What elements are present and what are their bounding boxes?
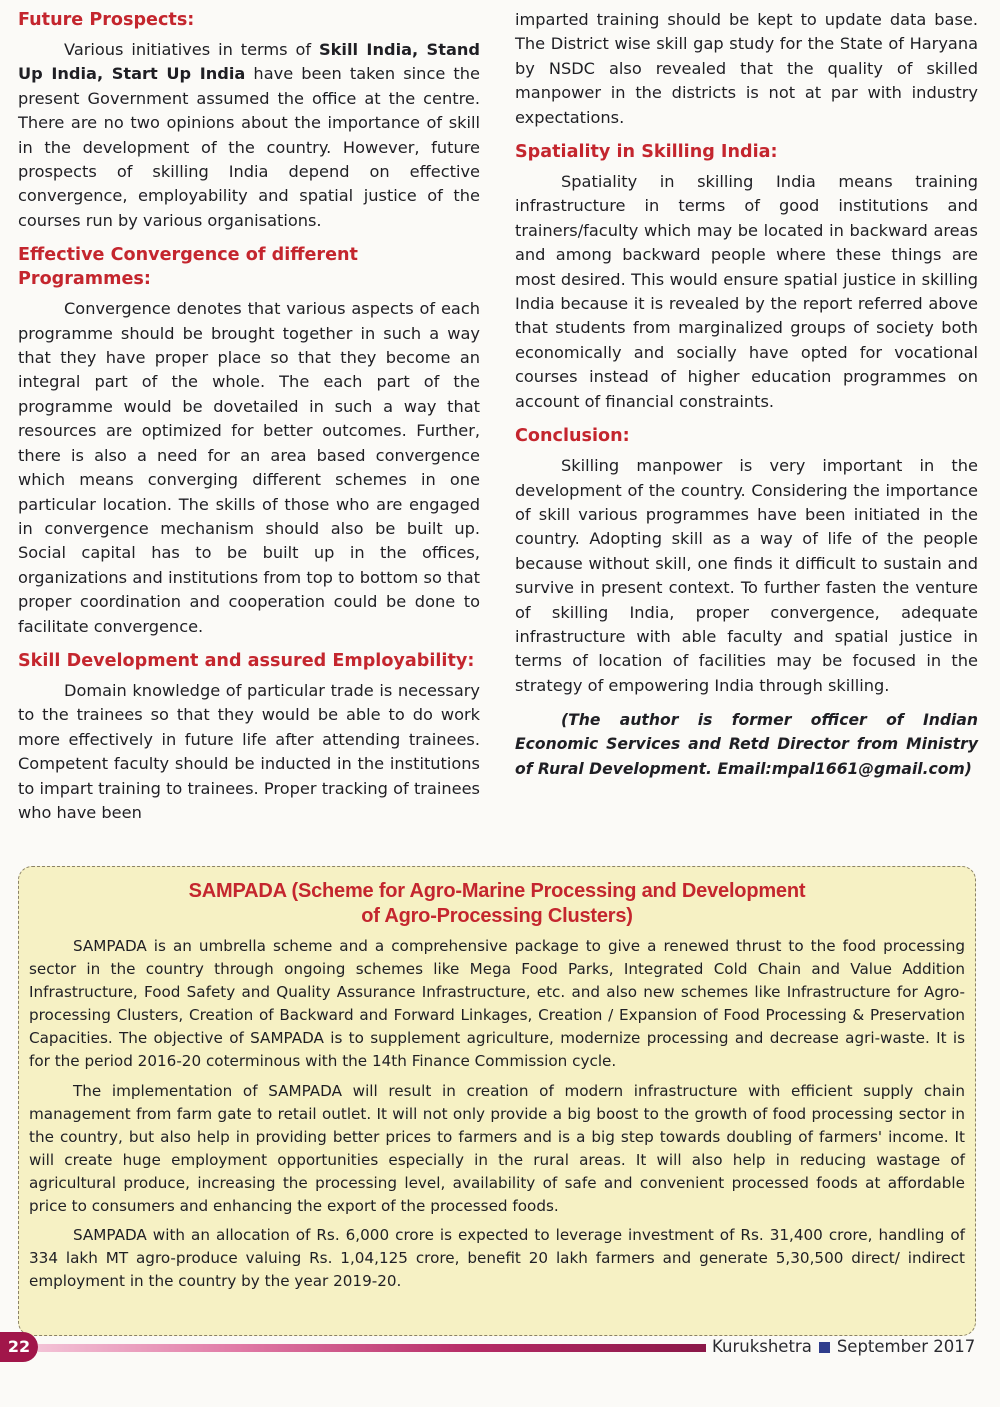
sampada-title	[29, 879, 965, 929]
paragraph-continuation: imparted training should be kept to update data base. The District wise skill gap study for the State of Haryana by NSDC also revealed that the quality of skilled manpower in the districts is not at par with industry expectations.	[515, 10, 978, 127]
sampada-title-line-1: SAMPADA (Scheme for Agro-Marine Processing and Development	[188, 880, 806, 902]
sampada-paragraph-3: SAMPADA with an allocation of Rs. 6,000 crore is expected to leverage investment of Rs. 31,400 crore, handling of 334 lakh MT agro-produce valuing Rs. 1,04,125 crore, benefit 20 lakh farmers and generate 5,30,500 direct/ indirect employment in the country by the year 2019-20.	[29, 1226, 965, 1291]
paragraph-convergence: Convergence denotes that various aspects of each programme should be brought together in such a way that they have proper place so that they become an integral part of the whole. The each part of the programme would be dovetailed in such a way that resources are optimized for better outcomes. Further, there is also a need for an area based convergence which means converging different schemes in one particular location. The skills of those who are engaged in convergence mechanism should also be built up. Social capital has to be built up in the offices, organizations and institutions from top to bottom so that proper coordination and cooperation could be done to facilitate convergence.	[18, 299, 480, 636]
sampada-paragraph-1: SAMPADA is an umbrella scheme and a comprehensive package to give a renewed thrust to the food processing sector in the country through ongoing schemes like Mega Food Parks, Integrated Cold Chain and Value Addition Infrastructure, Food Safety and Quality Assurance Infrastructure, etc. and also new schemes like Infrastructure for Agro-processing Clusters, Creation of Backward and Forward Linkages, Creation / Expansion of Food Processing & Preservation Capacities. The objective of SAMPADA is to supplement agriculture, modernize processing and decrease agri-waste. It is for the period 2016-20 coterminous with the 14th Finance Commission cycle.	[29, 937, 965, 1071]
magazine-name: Kurukshetra	[712, 1337, 812, 1356]
paragraph-employability: Domain knowledge of particular trade is necessary to the trainees so that they would be able to do work more effectively in future life after attending trainees. Competent faculty should be inducted in the institutions to impart training to trainees. Proper tracking of trainees who have been	[18, 680, 480, 822]
fp-bold-schemes: Skill India, Stand Up India, Start Up India	[18, 40, 480, 84]
sampada-title-line-2: of Agro-Processing Clusters)	[361, 905, 633, 927]
right-column	[515, 8, 978, 781]
heading-convergence: Effective Convergence of different Programmes:	[18, 245, 358, 290]
heading-spatiality: Spatiality in Skilling India:	[515, 142, 778, 163]
author-note: (The author is former officer of Indian Economic Services and Retd Director from Ministry of Rural Development. Email:mpal1661@gmail.com)	[515, 711, 978, 778]
heading-conclusion: Conclusion:	[515, 426, 630, 447]
left-column	[18, 8, 480, 825]
paragraph-spatiality: Spatiality in skilling India means training infrastructure in terms of good institutions and trainers/faculty which may be located in backward areas and among backward people where these things are most desired. This would ensure spatial justice in skilling India because it is revealed by the report referred above that students from marginalized groups of society both economically and socially have opted for vocational courses instead of higher education programmes on account of financial constraints.	[515, 172, 978, 411]
sampada-box	[18, 866, 976, 1336]
sampada-paragraph-2: The implementation of SAMPADA will result in creation of modern infrastructure with efficient supply chain management from farm gate to retail outlet. It will not only provide a big boost to the growth of food processing sector in the country, but also help in providing better prices to farmers and is a big step towards doubling of farmers' income. It will create huge employment opportunities especially in the rural areas. It will also help in reducing wastage of agricultural produce, increasing the processing level, availability of safe and convenient processed foods at affordable price to consumers and enhancing the export of the processed foods.	[29, 1081, 965, 1216]
publication-info	[712, 1334, 975, 1360]
heading-employability: Skill Development and assured Employability:	[18, 650, 475, 671]
fp-text-2: have been taken since the present Government assumed the office at the centre. There are no two opinions about the importance of skill in the development of the country. However, future prospects of skilling India depend on effective convergence, employability and spatial justice of the courses run by various organisations.	[18, 64, 480, 230]
issue-date: September 2017	[836, 1337, 976, 1356]
paragraph-conclusion: Skilling manpower is very important in the development of the country. Considering the importance of skill various programmes have been initiated in the country. Adopting skill as a way of life of the people because without skill, one finds it difficult to sustain and survive in present context. To further fasten the venture of skilling India, proper convergence, adequate infrastructure with able faculty and spatial justice in terms of location of facilities may be focused in the strategy of empowering India through skilling.	[515, 456, 978, 695]
square-separator-icon	[819, 1342, 830, 1353]
fp-text-1: Various initiatives in terms of	[64, 40, 319, 59]
footer-color-band	[38, 1344, 706, 1352]
page-footer	[0, 1332, 1000, 1372]
page-number: 22	[0, 1332, 38, 1362]
paragraph-future-prospects	[18, 38, 480, 233]
heading-future-prospects: Future Prospects:	[18, 10, 195, 30]
